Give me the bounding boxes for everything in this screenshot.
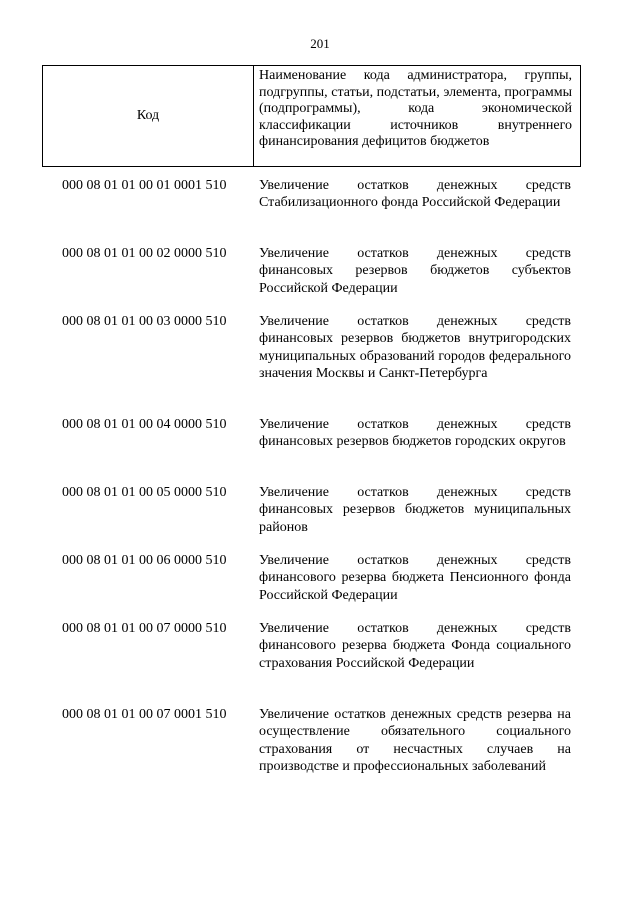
row-description: Увеличение остатков денежных средств финансового резерва бюджета Пенсионного фонда Российской Федерации (259, 553, 571, 603)
table-header (42, 65, 581, 167)
row-description: Увеличение остатков денежных средств Стабилизационного фонда Российской Федерации (259, 178, 571, 211)
table-row (0, 416, 640, 484)
page-number: 201 (310, 36, 330, 51)
row-description: Увеличение остатков денежных средств финансовых резервов бюджетов муниципальных районов (259, 485, 571, 535)
row-code: 000 08 01 01 00 05 0000 510 (62, 485, 227, 500)
row-code: 000 08 01 01 00 06 0000 510 (62, 553, 227, 568)
table-row (0, 706, 640, 796)
row-code: 000 08 01 01 00 03 0000 510 (62, 314, 227, 329)
row-code: 000 08 01 01 00 07 0001 510 (62, 707, 227, 722)
table-row (0, 484, 640, 552)
row-code: 000 08 01 01 00 04 0000 510 (62, 417, 227, 432)
table-row (0, 313, 640, 416)
table-row (0, 552, 640, 620)
header-code-label: Код (43, 66, 254, 166)
code-list (0, 177, 640, 796)
row-description: Увеличение остатков денежных средств финансового резерва бюджета Фонда социального страхования Российской Федерации (259, 621, 571, 671)
table-row (0, 177, 640, 245)
row-description: Увеличение остатков денежных средств финансовых резервов бюджетов городских округов (259, 417, 571, 450)
row-description: Увеличение остатков денежных средств резерва на осуществление обязательного социального страхования от несчастных случаев на производстве и профессиональных заболеваний (259, 707, 571, 774)
table-row (0, 620, 640, 706)
row-code: 000 08 01 01 00 02 0000 510 (62, 246, 227, 261)
row-description: Увеличение остатков денежных средств финансовых резервов бюджетов внутригородских муниципальных образований городов федерального значения Москвы и Санкт-Петербурга (259, 314, 571, 381)
header-name-label: Наименование кода администратора, группы, подгруппы, статьи, подстатьи, элемента, программы (подпрограммы), кода экономической классификации источников внутреннего финансирования дефицитов бюджетов (259, 68, 572, 150)
row-description: Увеличение остатков денежных средств финансовых резервов бюджетов субъектов Российской Федерации (259, 246, 571, 296)
row-code: 000 08 01 01 00 07 0000 510 (62, 621, 227, 636)
table-row (0, 245, 640, 313)
row-code: 000 08 01 01 00 01 0001 510 (62, 178, 227, 193)
